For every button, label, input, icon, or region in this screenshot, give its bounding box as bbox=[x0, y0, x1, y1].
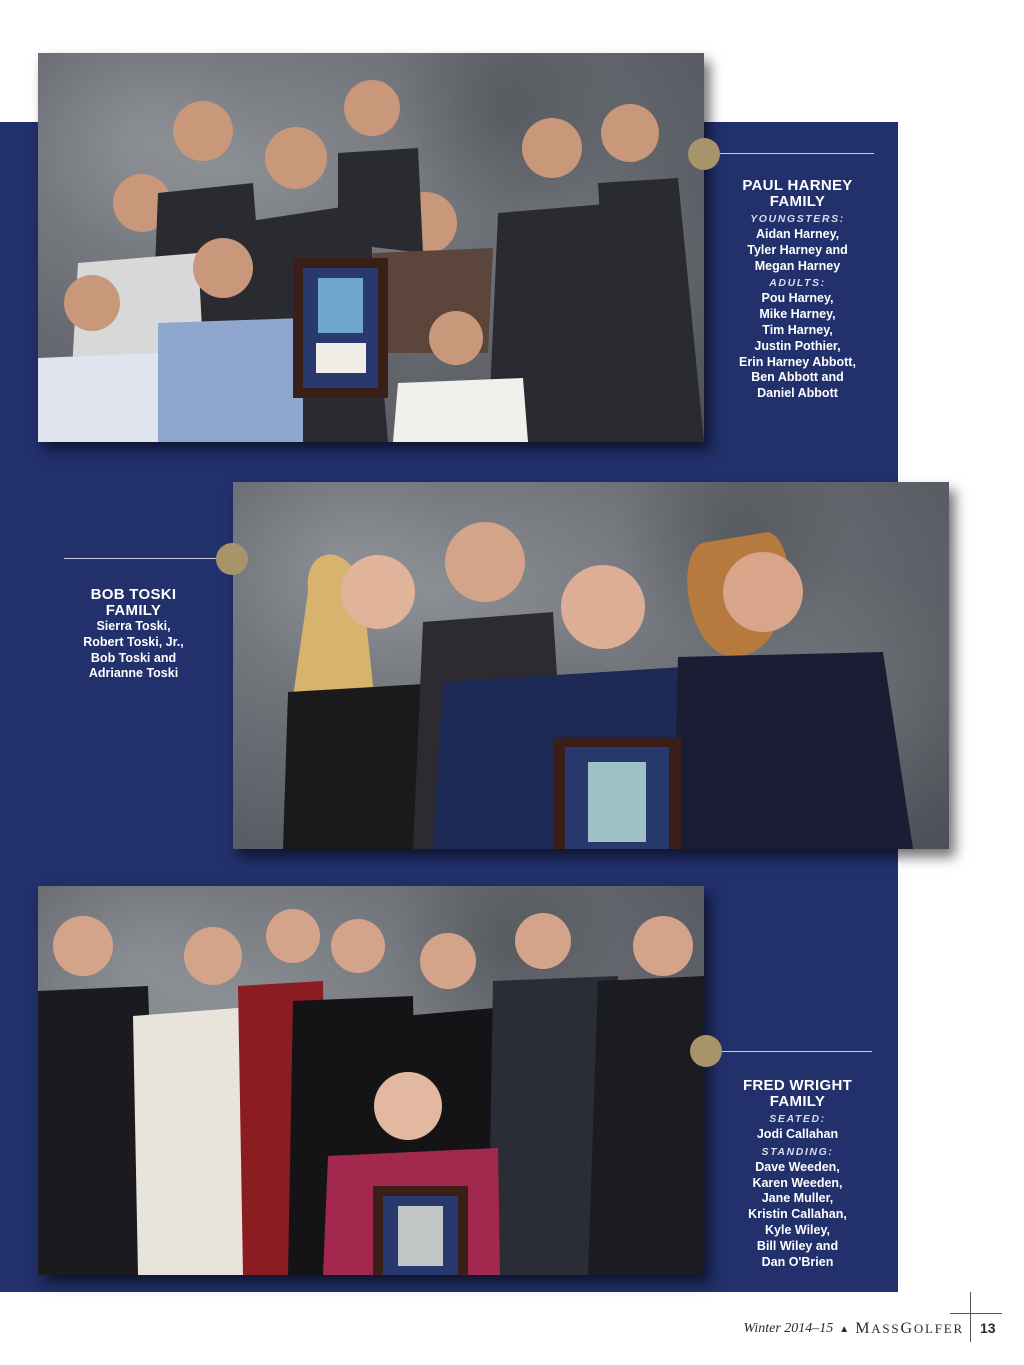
caption-title: PAUL HARNEY bbox=[742, 177, 853, 194]
caption-title: FAMILY bbox=[769, 1093, 826, 1110]
name-line: Erin Harney Abbott, bbox=[739, 354, 856, 369]
name-line: Dave Weeden, bbox=[755, 1159, 840, 1174]
name-line: Tyler Harney and bbox=[747, 242, 848, 257]
name-line: Kyle Wiley, bbox=[765, 1222, 830, 1237]
page-number: 13 bbox=[980, 1320, 996, 1336]
divider-line bbox=[720, 153, 874, 154]
name-line: Aidan Harney, bbox=[755, 227, 840, 241]
name-line: Pou Harney, bbox=[761, 291, 834, 306]
divider-line bbox=[720, 1051, 872, 1052]
name-list bbox=[730, 1127, 865, 1143]
caption-fred-wright-family bbox=[730, 1078, 865, 1270]
name-list bbox=[66, 619, 201, 682]
photo-paul-harney-family bbox=[38, 53, 704, 442]
name-list bbox=[730, 1160, 865, 1271]
triangle-icon: ▲ bbox=[839, 1323, 850, 1335]
magazine-name: MASSGOLFER bbox=[855, 1320, 964, 1337]
caption-title: BOB TOSKI bbox=[90, 586, 177, 603]
divider-line bbox=[64, 558, 222, 559]
name-list bbox=[730, 291, 865, 402]
group-label: ADULTS: bbox=[769, 277, 826, 290]
name-line: Bill Wiley and bbox=[756, 1238, 839, 1253]
name-line: Kristin Callahan, bbox=[748, 1207, 847, 1222]
name-line: Sierra Toski, bbox=[96, 619, 171, 633]
name-line: Karen Weeden, bbox=[752, 1175, 843, 1190]
caption-paul-harney-family bbox=[730, 178, 865, 402]
crop-mark bbox=[950, 1313, 1002, 1314]
page-footer bbox=[743, 1320, 964, 1338]
issue-season: Winter 2014–15 bbox=[743, 1321, 834, 1336]
name-line: Jane Muller, bbox=[761, 1191, 834, 1206]
accent-dot bbox=[690, 1035, 722, 1067]
name-line: Jodi Callahan bbox=[756, 1127, 839, 1141]
name-line: Mike Harney, bbox=[759, 307, 836, 322]
name-line: Adrianne Toski bbox=[88, 666, 179, 681]
name-line: Robert Toski, Jr., bbox=[83, 634, 184, 649]
photo-bob-toski-family bbox=[233, 482, 949, 849]
caption-title: FRED WRIGHT bbox=[742, 1077, 853, 1094]
caption-title: FAMILY bbox=[769, 193, 826, 210]
caption-bob-toski-family bbox=[66, 587, 201, 682]
name-line: Megan Harney bbox=[754, 258, 841, 273]
accent-dot bbox=[688, 138, 720, 170]
photo-fred-wright-family bbox=[38, 886, 704, 1275]
name-list bbox=[730, 227, 865, 274]
name-line: Bob Toski and bbox=[90, 650, 177, 665]
group-label: YOUNGSTERS: bbox=[750, 213, 845, 225]
name-line: Dan O'Brien bbox=[761, 1254, 834, 1269]
group-label: SEATED: bbox=[769, 1113, 826, 1125]
name-line: Tim Harney, bbox=[762, 322, 833, 337]
group-label: STANDING: bbox=[761, 1145, 834, 1158]
crop-mark bbox=[970, 1292, 971, 1342]
accent-dot bbox=[216, 543, 248, 575]
caption-title: FAMILY bbox=[105, 602, 162, 619]
name-line: Ben Abbott and bbox=[751, 370, 844, 385]
name-line: Daniel Abbott bbox=[757, 386, 838, 401]
name-line: Justin Pothier, bbox=[754, 338, 841, 353]
